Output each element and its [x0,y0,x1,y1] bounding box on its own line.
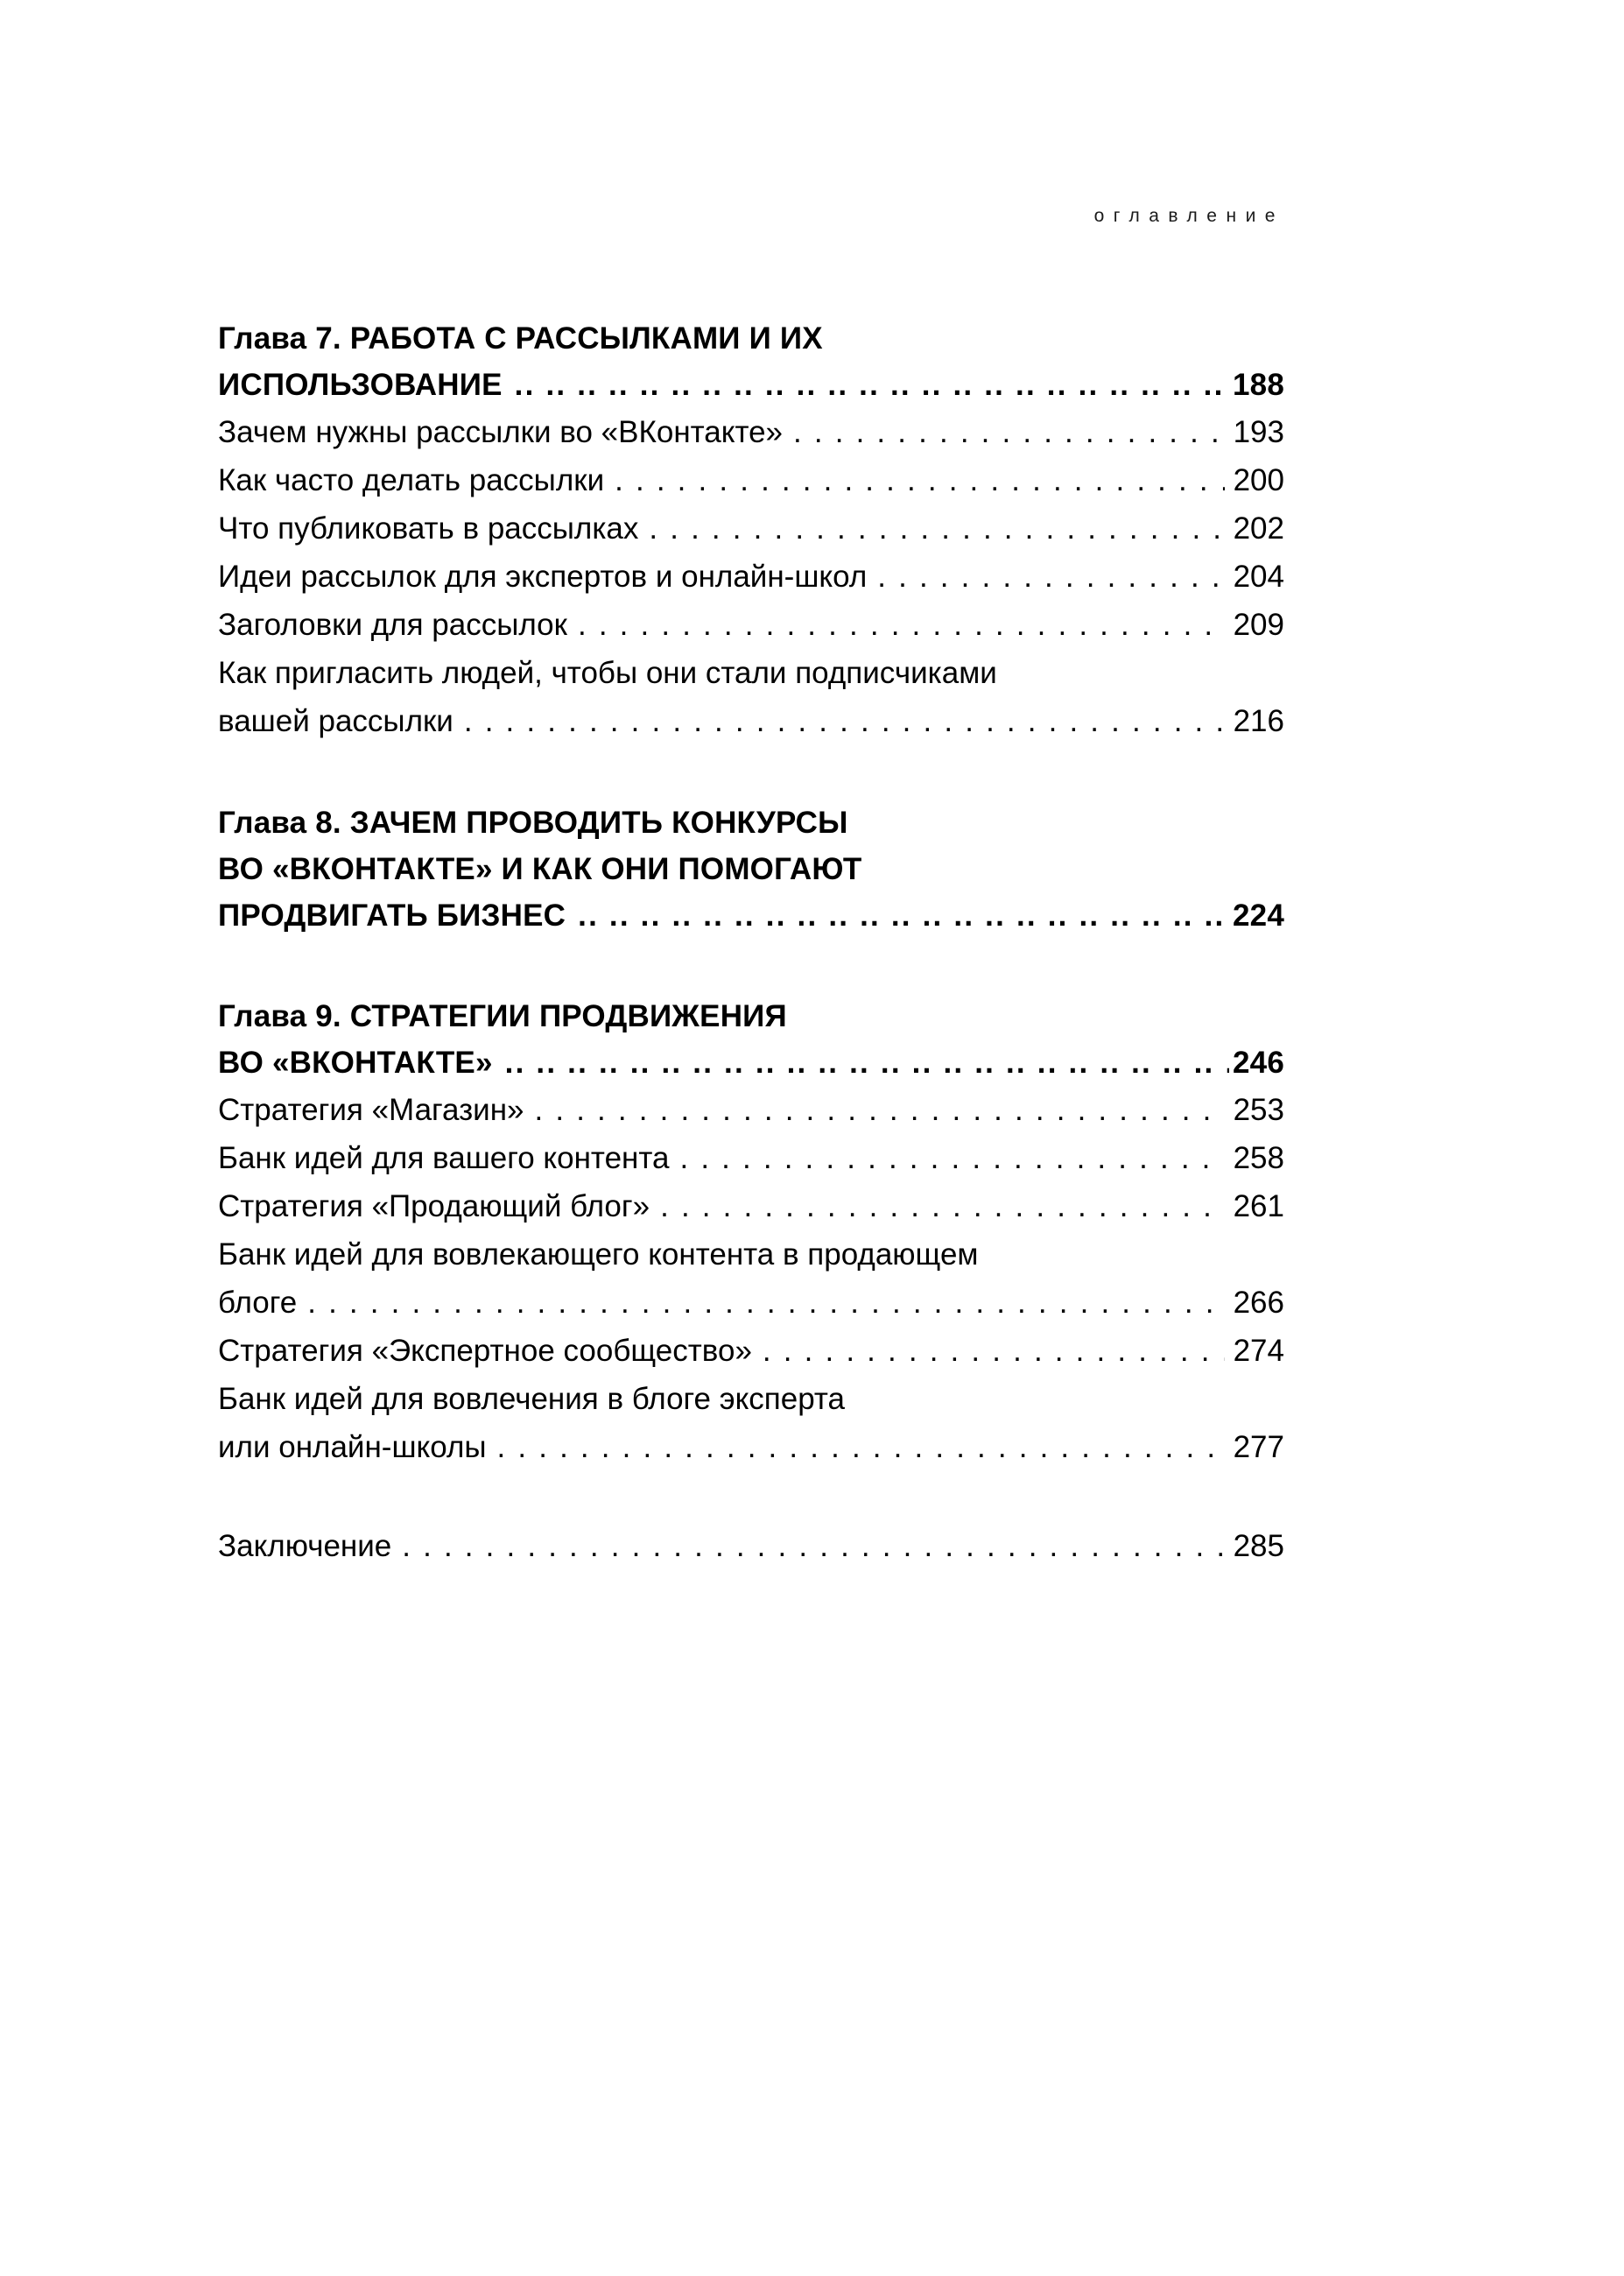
entry-idei-rassylok-dlya-ekspertov[interactable] [218,553,1284,601]
toc-line [218,1423,1284,1471]
entry-zaklyuchenie[interactable] [218,1522,1284,1570]
toc-line [218,315,1284,362]
toc-line [218,504,1284,553]
toc-line [218,697,1284,745]
toc-entry-title: Стратегия «Магазин» [218,1093,524,1127]
dot-leader [578,601,1225,649]
toc-entry-title: Зачем нужны рассылки во «ВКонтакте» [218,415,784,449]
toc-line [218,362,1284,408]
entry-bank-idey-dlya-vashego-kontenta[interactable] [218,1134,1284,1182]
toc-entry-title: Как пригласить людей, чтобы они стали подписчиками [218,656,997,690]
toc-line [218,601,1284,649]
page-number: 216 [1233,704,1284,738]
toc-entry-title: ВО «ВКОНТАКТЕ» [218,1046,493,1080]
dot-leader [660,1182,1225,1230]
entry-strategiya-prodayushchiy-blog[interactable] [218,1182,1284,1230]
dot-leader [615,456,1224,504]
toc-line [218,456,1284,504]
toc-line [218,1279,1284,1327]
dot-leader [307,1279,1224,1327]
dot-leader [505,1039,1229,1086]
entry-zagolovki-dlya-rassylok[interactable] [218,601,1284,649]
page-number: 202 [1233,511,1284,546]
toc-line [218,553,1284,601]
page-number: 258 [1233,1141,1284,1175]
table-of-contents [218,315,1284,1570]
entry-bank-idey-vovlekayushchego-kontenta[interactable] [218,1230,1284,1327]
toc-entry-title: Что публиковать в рассылках [218,511,639,546]
running-head: оглавление [1093,206,1284,226]
toc-entry-title: блоге [218,1286,298,1320]
entry-chto-publikovat-v-rassylkah[interactable] [218,504,1284,553]
dot-leader [649,504,1224,553]
page-number: 274 [1233,1334,1284,1368]
toc-line [218,1230,1284,1279]
page-number: 253 [1233,1093,1284,1127]
toc-line [218,408,1284,456]
dot-leader [535,1086,1225,1134]
toc-entry-title: Банк идей для вовлечения в блоге эксперта [218,1382,846,1416]
toc-entry-title: Банк идей для вовлекающего контента в продающем [218,1237,979,1272]
toc-entry-title: или онлайн-школы [218,1430,487,1464]
dot-leader [578,892,1229,939]
toc-line [218,1522,1284,1570]
toc-entry-title: Как часто делать рассылки [218,463,605,497]
toc-line [218,846,1284,892]
chapter-9[interactable] [218,993,1284,1086]
toc-line [218,800,1284,846]
toc-entry-title: Идеи рассылок для экспертов и онлайн-школ [218,560,868,594]
dot-leader [515,362,1229,408]
dot-leader [793,408,1225,456]
toc-line [218,892,1284,939]
toc-line [218,649,1284,697]
toc-entry-title: ПРОДВИГАТЬ БИЗНЕС [218,898,566,933]
toc-line [218,1327,1284,1375]
toc-line [218,1086,1284,1134]
dot-leader [402,1522,1224,1570]
page-number: 204 [1233,560,1284,594]
toc-entry-title: вашей рассылки [218,704,453,738]
toc-entry-title: Глава 8. ЗАЧЕМ ПРОВОДИТЬ КОНКУРСЫ [218,806,848,840]
page-number: 224 [1233,898,1284,933]
toc-entry-title: Стратегия «Продающий блог» [218,1189,650,1223]
page-number: 246 [1233,1046,1284,1080]
entry-zachem-nuzhny-rassylki[interactable] [218,408,1284,456]
chapter-8[interactable] [218,800,1284,939]
toc-line [218,1182,1284,1230]
dot-leader [497,1423,1225,1471]
toc-line [218,1134,1284,1182]
toc-entry-title: Заключение [218,1529,392,1563]
spacer [218,1471,1284,1522]
chapter-7[interactable] [218,315,1284,408]
entry-kak-priglasit-lyudey[interactable] [218,649,1284,745]
entry-bank-idey-vovlecheniya-v-bloge-eksperta[interactable] [218,1375,1284,1471]
toc-entry-title: Банк идей для вашего контента [218,1141,670,1175]
entry-strategiya-ekspertnoe-soobshchestvo[interactable] [218,1327,1284,1375]
toc-line [218,993,1284,1039]
dot-leader [679,1134,1224,1182]
toc-entry-title: Глава 7. РАБОТА С РАССЫЛКАМИ И ИХ [218,321,823,356]
spacer [218,939,1284,993]
page-number: 261 [1233,1189,1284,1223]
page-number: 193 [1233,415,1284,449]
toc-line [218,1375,1284,1423]
entry-kak-chasto-delat-rassylki[interactable] [218,456,1284,504]
page-number: 277 [1233,1430,1284,1464]
page-number: 200 [1233,463,1284,497]
dot-leader [464,697,1225,745]
entry-strategiya-magazin[interactable] [218,1086,1284,1134]
toc-entry-title: ИСПОЛЬЗОВАНИЕ [218,368,503,402]
dot-leader [763,1327,1225,1375]
toc-line [218,1039,1284,1086]
toc-entry-title: Заголовки для рассылок [218,608,567,642]
page-number: 188 [1233,368,1284,402]
page-number: 285 [1233,1529,1284,1563]
toc-entry-title: Стратегия «Экспертное сообщество» [218,1334,752,1368]
dot-leader [877,553,1224,601]
page-number: 266 [1233,1286,1284,1320]
page-number: 209 [1233,608,1284,642]
toc-entry-title: ВО «ВКОНТАКТЕ» И КАК ОНИ ПОМОГАЮТ [218,852,862,886]
spacer [218,745,1284,800]
toc-entry-title: Глава 9. СТРАТЕГИИ ПРОДВИЖЕНИЯ [218,999,787,1033]
